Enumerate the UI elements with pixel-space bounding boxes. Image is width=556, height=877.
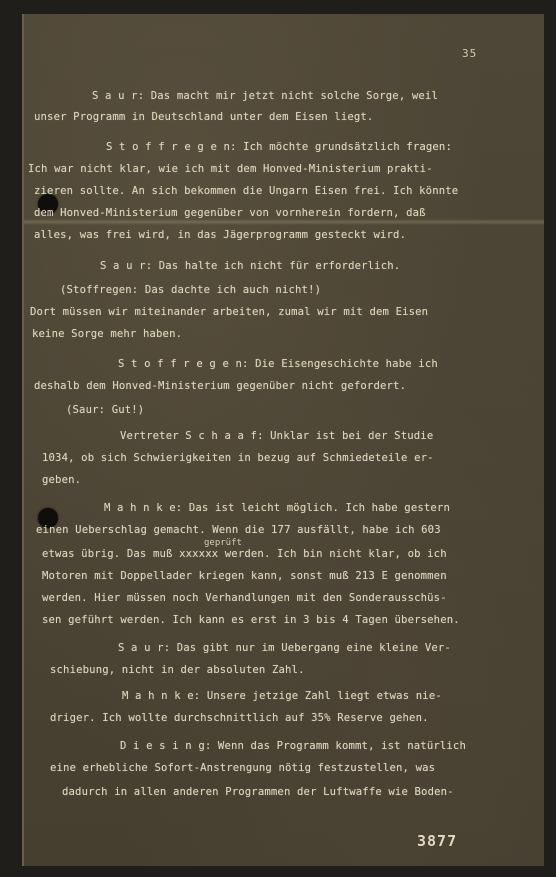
text-line: S a u r: Das macht mir jetzt nicht solche Sorge, weil bbox=[92, 90, 438, 102]
archive-stamp-number: 3877 bbox=[417, 832, 458, 850]
text-line: Ich war nicht klar, wie ich mit dem Honved-Ministerium prakti- bbox=[28, 163, 433, 175]
text-line: S t o f f r e g e n: Ich möchte grundsätzlich fragen: bbox=[106, 141, 452, 153]
text-line: sen geführt werden. Ich kann es erst in 3 bis 4 Tagen übersehen. bbox=[42, 614, 460, 626]
text-line: (Saur: Gut!) bbox=[66, 404, 145, 416]
text-line: dem Honved-Ministerium gegenüber von vornherein fordern, daß bbox=[34, 207, 426, 219]
text-line: alles, was frei wird, in das Jägerprogramm gesteckt wird. bbox=[34, 229, 407, 241]
text-line: eine erhebliche Sofort-Anstrengung nötig festzustellen, was bbox=[50, 762, 436, 774]
text-line: einen Ueberschlag gemacht. Wenn die 177 ausfällt, habe ich 603 bbox=[36, 524, 441, 536]
text-line: etwas übrig. Das muß xxxxxx werden. Ich bin nicht klar, ob ich bbox=[42, 548, 447, 560]
text-line: Motoren mit Doppellader kriegen kann, sonst muß 213 E genommen bbox=[42, 570, 447, 582]
text-line: schiebung, nicht in der absoluten Zahl. bbox=[50, 664, 305, 676]
page-number: 35 bbox=[462, 47, 478, 60]
handwritten-insertion: geprüft bbox=[204, 538, 242, 548]
text-line: Vertreter S c h a a f: Unklar ist bei der Studie bbox=[120, 430, 434, 442]
text-line: zieren sollte. An sich bekommen die Ungarn Eisen frei. Ich könnte bbox=[34, 185, 459, 197]
document-page bbox=[22, 14, 544, 866]
text-line: 1034, ob sich Schwierigkeiten in bezug auf Schmiedeteile er- bbox=[42, 452, 434, 464]
text-line: dadurch in allen anderen Programmen der Luftwaffe wie Boden- bbox=[62, 786, 454, 798]
text-line: M a h n k e: Unsere jetzige Zahl liegt etwas nie- bbox=[122, 690, 442, 702]
text-line: S a u r: Das halte ich nicht für erforderlich. bbox=[100, 260, 401, 272]
paper-fold bbox=[24, 219, 544, 225]
text-line: geben. bbox=[42, 474, 82, 486]
text-line: (Stoffregen: Das dachte ich auch nicht!) bbox=[60, 284, 322, 296]
text-line: werden. Hier müssen noch Verhandlungen mit den Sonderausschüs- bbox=[42, 592, 447, 604]
text-line: deshalb dem Honved-Ministerium gegenüber nicht gefordert. bbox=[34, 380, 407, 392]
text-line: M a h n k e: Das ist leicht möglich. Ich habe gestern bbox=[104, 502, 450, 514]
text-line: S t o f f r e g e n: Die Eisengeschichte habe ich bbox=[118, 358, 438, 370]
text-line: Dort müssen wir miteinander arbeiten, zumal wir mit dem Eisen bbox=[30, 306, 429, 318]
text-line: keine Sorge mehr haben. bbox=[32, 328, 183, 340]
text-line: unser Programm in Deutschland unter dem Eisen liegt. bbox=[34, 111, 374, 123]
text-line: S a u r: Das gibt nur im Uebergang eine kleine Ver- bbox=[118, 642, 451, 654]
text-line: driger. Ich wollte durchschnittlich auf 35% Reserve gehen. bbox=[50, 712, 429, 724]
text-line: D i e s i n g: Wenn das Programm kommt, ist natürlich bbox=[120, 740, 466, 752]
